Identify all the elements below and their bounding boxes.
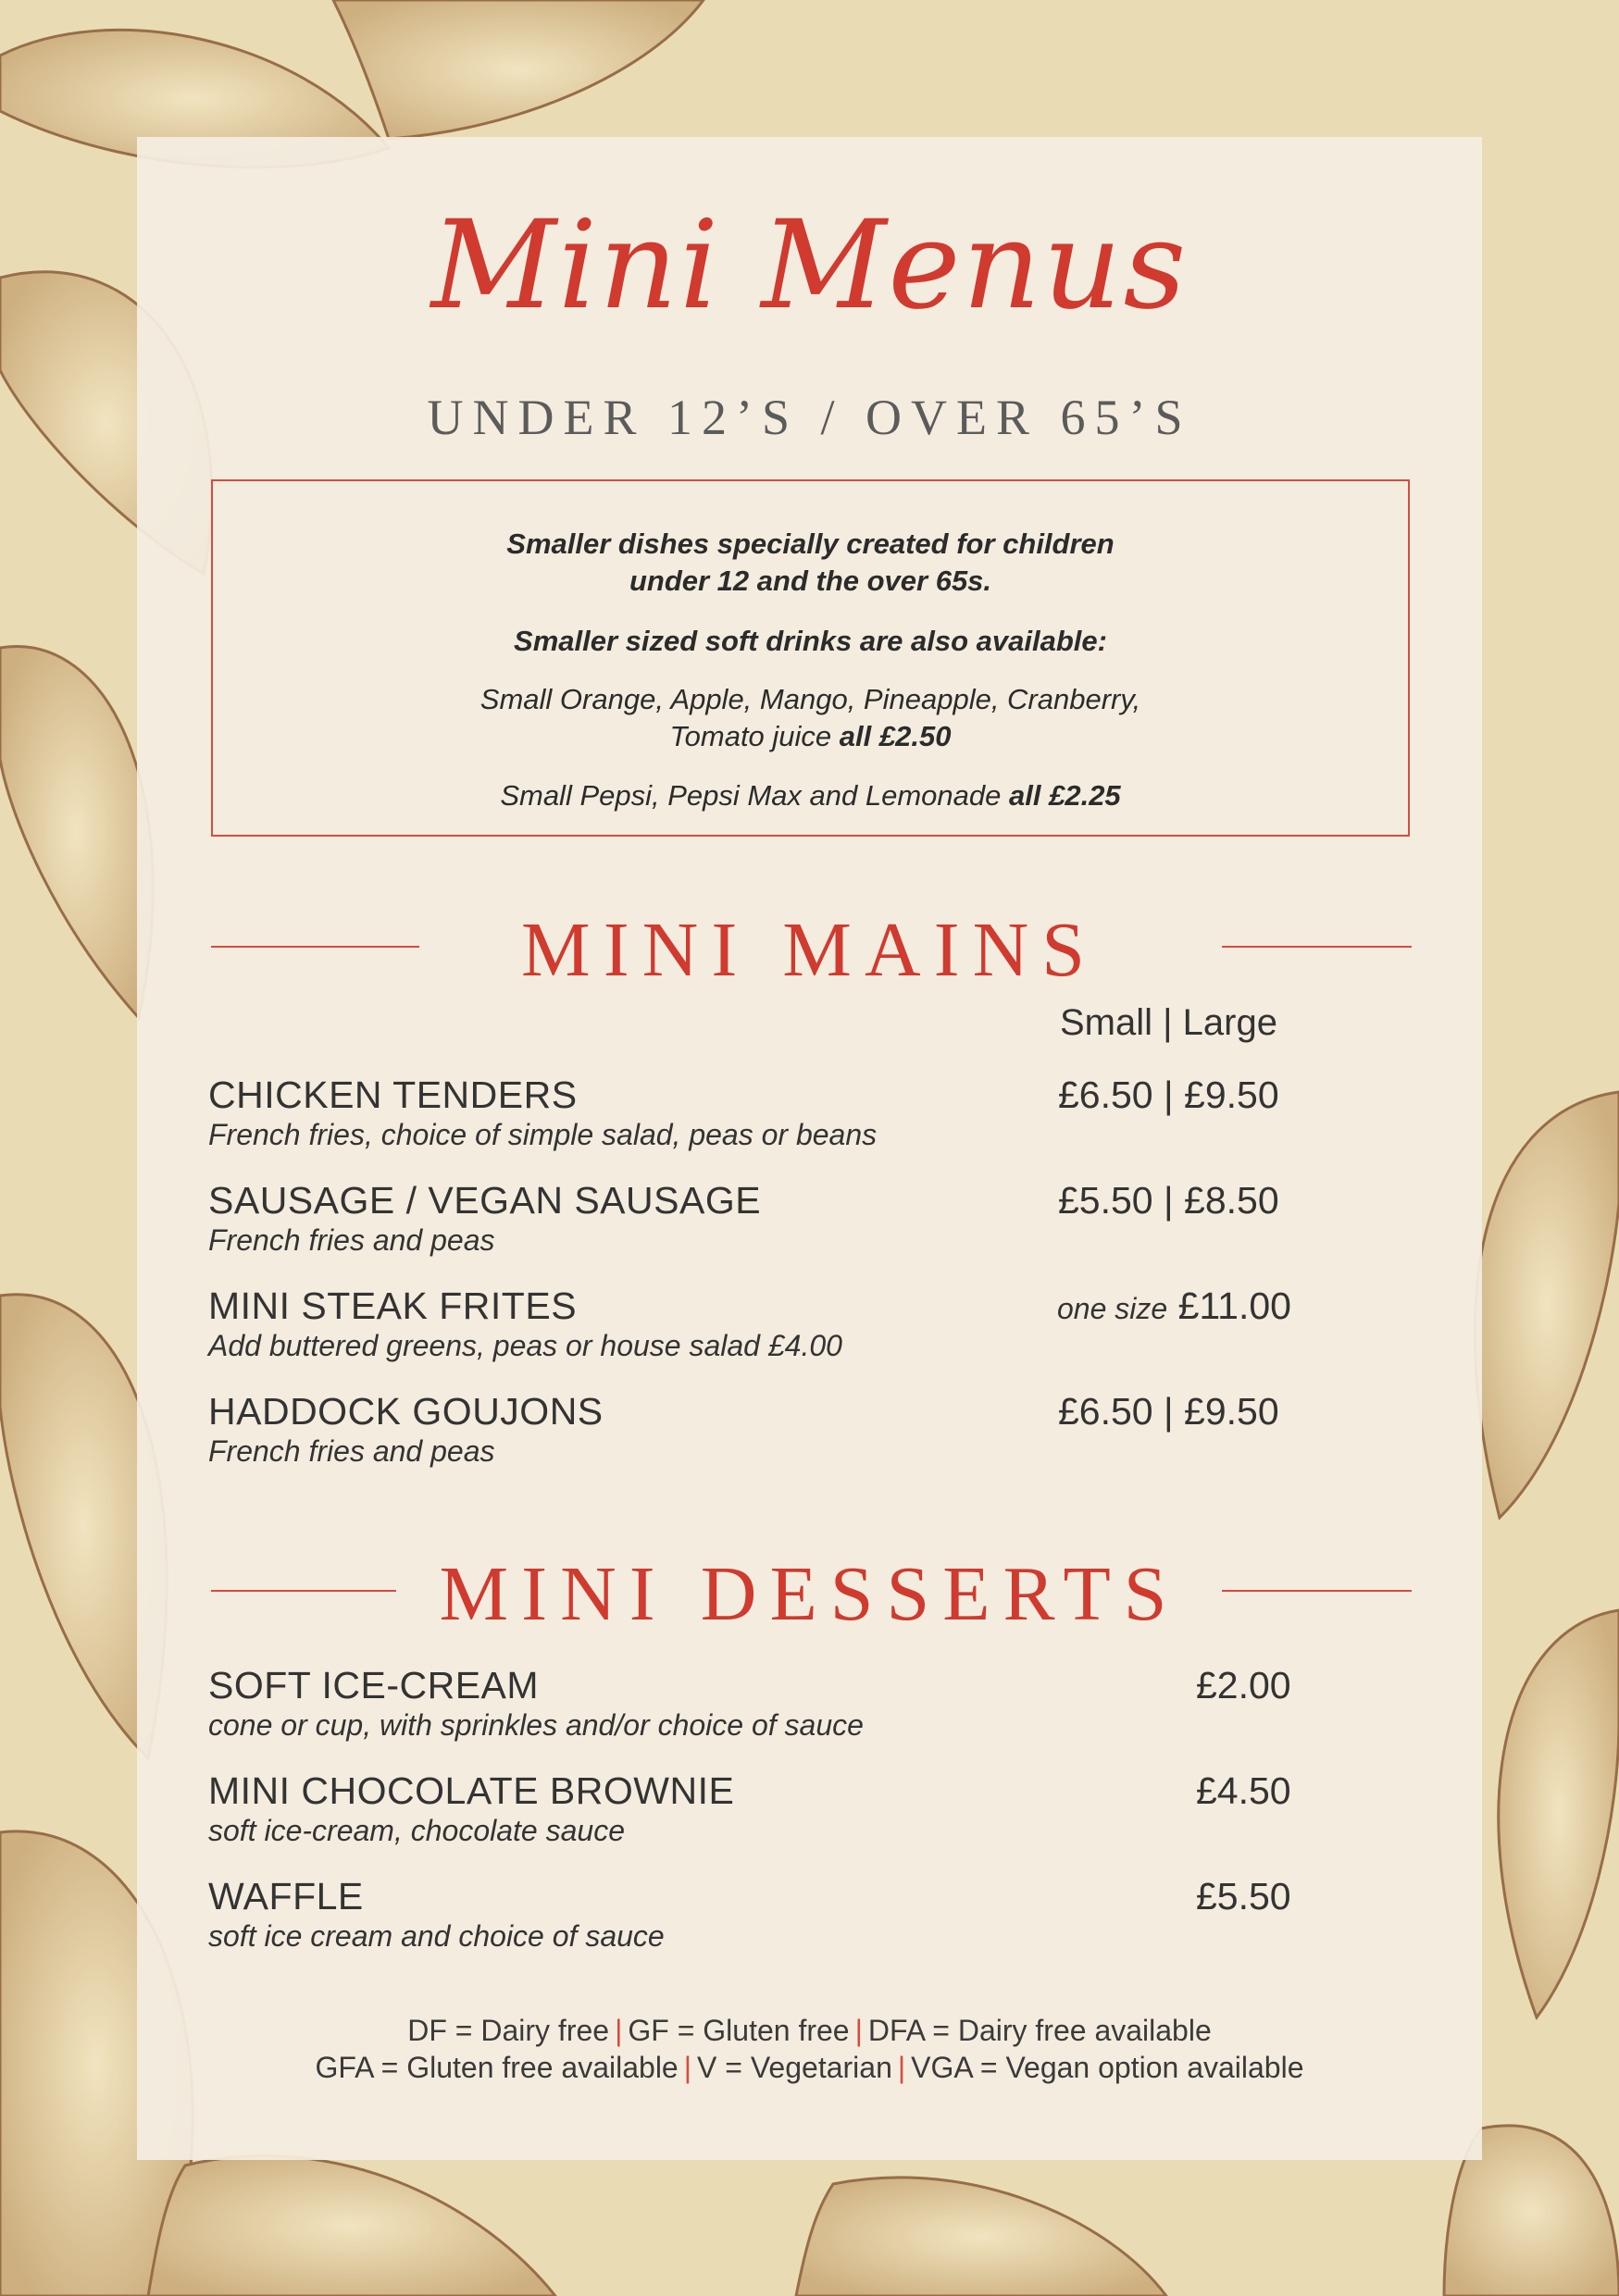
soft-drinks-price: all £2.25 [1009,779,1121,812]
main-item-desc: French fries and peas [208,1223,495,1257]
main-item-desc: French fries and peas [208,1434,495,1468]
desserts-title: MINI DESSERTS [439,1551,1180,1637]
page-subtitle: UNDER 12’S / OVER 65’S [427,390,1192,445]
main-item-name: HADDOCK GOUJONS [208,1390,604,1433]
dessert-item-desc: soft ice-cream, chocolate sauce [208,1814,625,1847]
main-item-desc: Add buttered greens, peas or house salad £4.00 [208,1329,842,1362]
size-header: Small | Large [1060,1002,1277,1043]
legend-gfa: GFA = Gluten free available [315,2051,679,2084]
dessert-item-price: £5.50 [1196,1875,1291,1917]
juice-line-2-text: Tomato juice [669,720,832,752]
main-item-price: £6.50 | £9.50 [1058,1074,1279,1116]
main-item-price: £5.50 | £8.50 [1058,1179,1279,1222]
page-title: Mini Menus [430,194,1189,337]
main-item-desc: French fries, choice of simple salad, peas or beans [208,1118,878,1151]
dessert-item-name: SOFT ICE-CREAM [208,1664,540,1706]
legend-separator: | [683,2051,692,2084]
soft-drinks-line [213,777,1408,814]
legend-gf: GF = Gluten free [628,2014,850,2047]
main-item-name: SAUSAGE / VEGAN SAUSAGE [208,1179,762,1222]
legend-separator: | [854,2014,863,2047]
info-line-1: Smaller dishes specially created for children [506,527,1115,560]
main-item-name: MINI STEAK FRITES [208,1285,578,1327]
legend-separator: | [615,2014,623,2047]
juice-line-2 [213,718,1408,755]
dessert-item-name: MINI CHOCOLATE BROWNIE [208,1769,735,1812]
info-box [211,479,1410,837]
legend-dfa: DFA = Dairy free available [867,2014,1212,2047]
legend-df: DF = Dairy free [407,2014,610,2047]
drinks-heading: Smaller sized soft drinks are also available: [514,625,1107,657]
legend-vga: VGA = Vegan option available [911,2051,1304,2084]
price-value: £11.00 [1177,1285,1291,1327]
dessert-item-price: £4.50 [1196,1769,1291,1812]
mains-title: MINI MAINS [521,907,1098,993]
dessert-item-desc: soft ice cream and choice of sauce [208,1919,665,1953]
juice-line-1: Small Orange, Apple, Mango, Pineapple, Cranberry, [479,683,1141,715]
juice-price: all £2.50 [839,720,952,752]
dietary-legend-line-2 [0,2051,1619,2085]
dessert-item-name: WAFFLE [208,1875,364,1917]
price-note: one size [1057,1292,1168,1325]
legend-separator: | [897,2051,906,2084]
dessert-item-price: £2.00 [1196,1664,1291,1706]
main-item-name: CHICKEN TENDERS [208,1074,578,1116]
dessert-item-desc: cone or cup, with sprinkles and/or choice of sauce [208,1708,864,1742]
dietary-legend-line-1 [0,2014,1619,2048]
legend-v: V = Vegetarian [697,2051,892,2084]
main-item-price: £6.50 | £9.50 [1058,1390,1279,1433]
info-line-2: under 12 and the over 65s. [629,565,992,597]
soft-drinks-text: Small Pepsi, Pepsi Max and Lemonade [500,779,1002,812]
main-item-price [1057,1285,1291,1328]
